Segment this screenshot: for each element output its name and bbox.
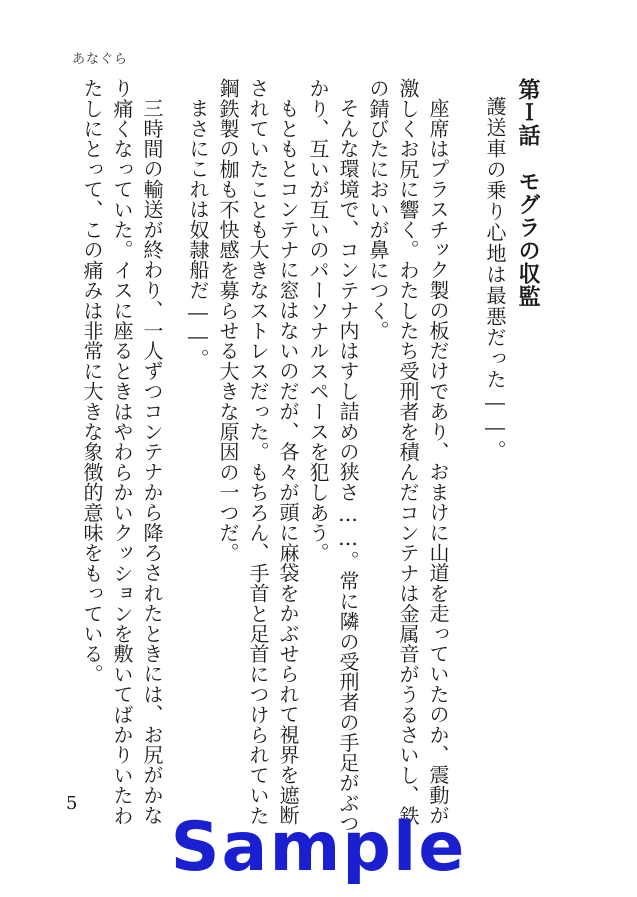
body-column: 三時間の輸送が終わり、一人ずつコンテナから降ろされたときには、お尻がかな <box>140 98 164 826</box>
page-number: 5 <box>66 793 78 814</box>
running-header: あなぐら <box>72 52 129 67</box>
body-column: かり、互いが互いのパーソナルスペースを犯しあう。 <box>306 78 330 563</box>
body-column: の錆びたにおいが鼻につく。 <box>366 78 390 341</box>
body-column: そんな環境で、コンテナ内はすし詰めの狭さ……。常に隣の受刑者の手足がぶつ <box>336 98 360 834</box>
sample-watermark: Sample <box>170 808 467 887</box>
body-column: されていたことも大きなストレスだった。もちろん、手首と足首につけられていた <box>246 78 270 826</box>
body-column: 鋼鉄製の枷も不快感を募らせる大きな原因の一つだ。 <box>216 78 240 563</box>
body-column: まさにこれは奴隷船だ――。 <box>186 98 210 369</box>
body-column: 激しくお尻に響く。わたしたち受刑者を積んだコンテナは金属音がうるさいし、鉄 <box>396 78 420 826</box>
body-column: たしにとって、この痛みは非常に大きな象徴的意味をもっている。 <box>80 78 104 684</box>
chapter-subtitle: 護送車の乗り心地は最悪だった――。 <box>483 96 507 461</box>
chapter-title: 第Ｉ話 モグラの収監 <box>515 78 541 308</box>
body-column: もともとコンテナに窓はないのだが、各々が頭に麻袋をかぶせられて視界を遮断 <box>276 98 300 826</box>
body-column: り痛くなっていた。イスに座るときはやわらかいクッションを敷いてばかりいたわ <box>110 78 134 826</box>
body-column: 座席はプラスチック製の板だけであり、おまけに山道を走っていたのか、震動が <box>426 98 450 826</box>
